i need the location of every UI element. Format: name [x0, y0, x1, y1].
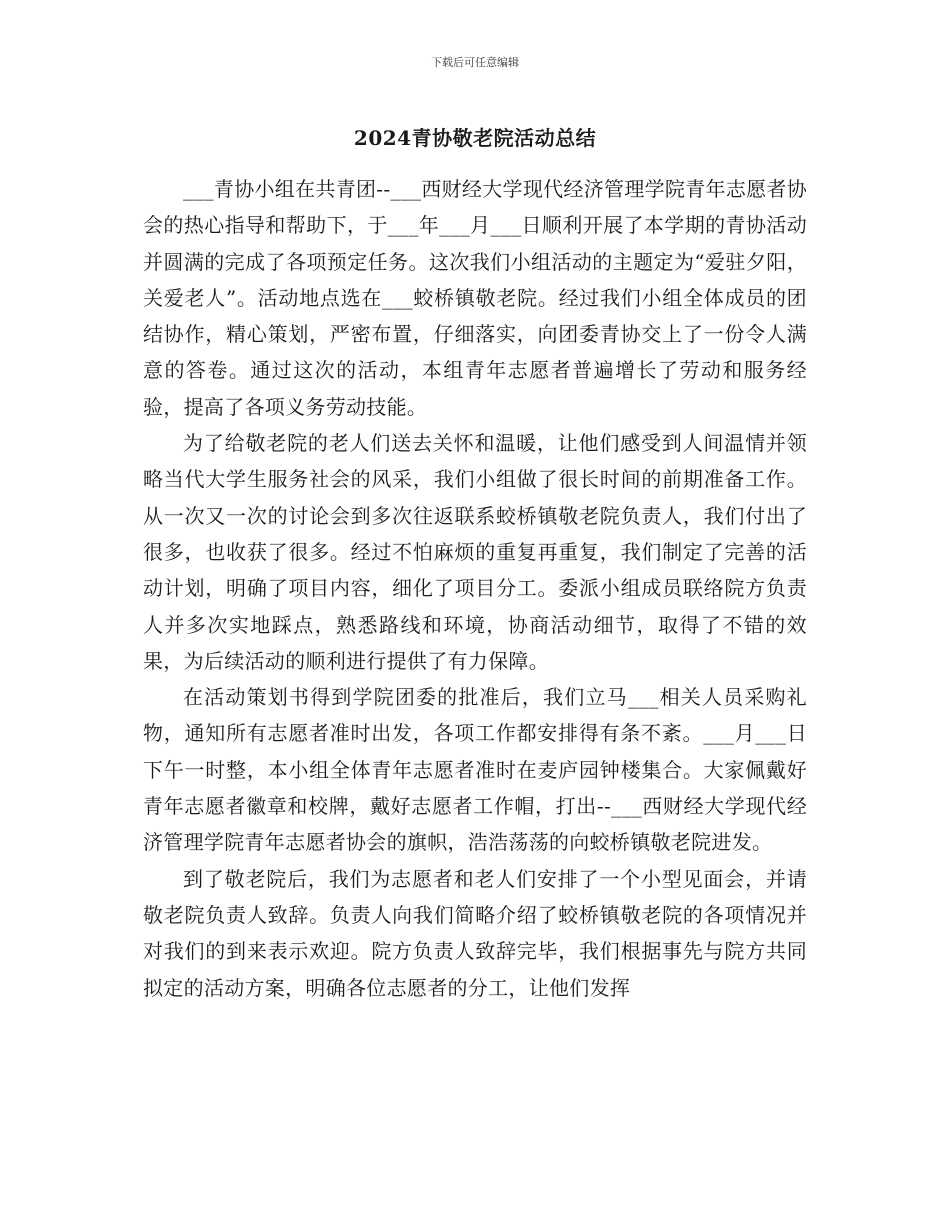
paragraph-1: ___青协小组在共青团--___西财经大学现代经济管理学院青年志愿者协会的热心指导和帮助下，于___年___月___日顺利开展了本学期的青协活动并圆满的完成了各项预定任务。这次我们小组活动的主题定为“爱驻夕阳，关爱老人”。活动地点选在___蛟桥镇敬老院。经过我们小组全体成员的团结协作，精心策划，严密布置，仔细落实，向团委青协交上了一份令人满意的答卷。通过这次的活动，本组青年志愿者普遍增长了劳动和服务经验，提高了各项义务劳动技能。	[143, 177, 808, 419]
paragraph-3: 在活动策划书得到学院团委的批准后，我们立马___相关人员采购礼物，通知所有志愿者准时出发，各项工作都安排得有条不紊。___月___日下午一时整，本小组全体青年志愿者准时在麦庐园钟楼集合。大家佩戴好青年志愿者徽章和校牌，戴好志愿者工作帽，打出--___西财经大学现代经济管理学院青年志愿者协会的旗帜，浩浩荡荡的向蛟桥镇敬老院进发。	[143, 685, 807, 855]
document-title: 2024青协敬老院活动总结	[353, 126, 597, 150]
header-note: 下载后可任意编辑	[431, 56, 519, 69]
paragraph-2: 为了给敬老院的老人们送去关怀和温暖，让他们感受到人间温情并领略当代大学生服务社会的风采，我们小组做了很长时间的前期准备工作。从一次又一次的讨论会到多次往返联系蛟桥镇敬老院负责人，我们付出了很多，也收获了很多。经过不怕麻烦的重复再重复，我们制定了完善的活动计划，明确了项目内容，细化了项目分工。委派小组成员联络院方负责人并多次实地踩点，熟悉路线和环境，协商活动细节，取得了不错的效果，为后续活动的顺利进行提供了有力保障。	[143, 431, 807, 673]
document-body	[143, 171, 807, 1006]
paragraph-4: 到了敬老院后，我们为志愿者和老人们安排了一个小型见面会，并请敬老院负责人致辞。负责人向我们简略介绍了蛟桥镇敬老院的各项情况并对我们的到来表示欢迎。院方负责人致辞完毕，我们根据事先与院方共同拟定的活动方案，明确各位志愿者的分工，让他们发挥	[143, 866, 807, 1000]
